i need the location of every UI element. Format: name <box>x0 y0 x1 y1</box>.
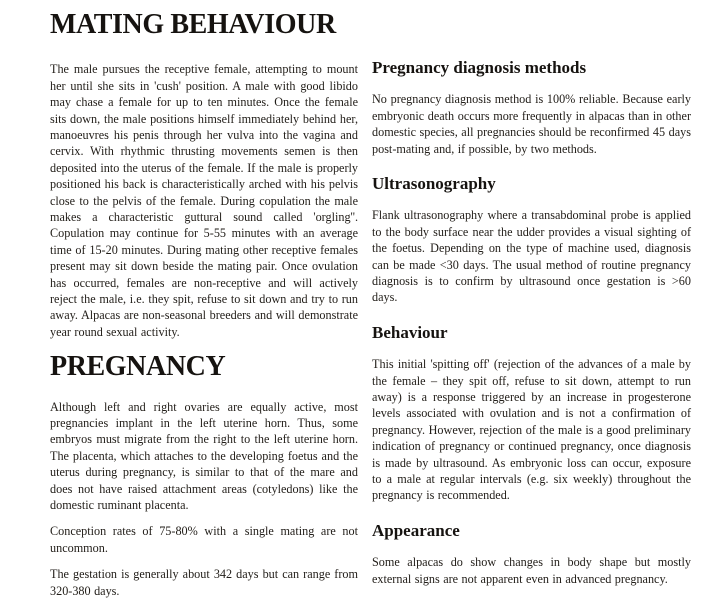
paragraph-behaviour: This initial 'spitting off' (rejection of the advances of a male by the female – they spit off, refuse to sit down, attempt to run away) is a response triggered by an increase in progesterone levels associated with ovulation and is not a confirmation of pregnancy. However, rejection of the male is a good preliminary indication of pregnancy or continued pregnancy, once diagnosis is made by ultrasound. As embryonic loss can occur, exposure to a male at regular intervals (e.g. six weekly) throughout the pregnancy is recommended. <box>372 357 691 503</box>
paragraph-diagnosis-methods: No pregnancy diagnosis method is 100% reliable. Because early embryonic death occurs more frequently in alpacas than in other domestic species, all pregnancies should be reconfirmed 45 days post-mating and, if possible, by two methods. <box>372 92 691 156</box>
paragraph-pregnancy-3: The gestation is generally about 342 days but can range from 320-380 days. <box>50 567 358 598</box>
paragraph-ultrasonography: Flank ultrasonography where a transabdominal probe is applied to the body surface near the udder provides a visual sighting of the foetus. Depending on the type of machine used, diagnosis can be made <30 days. The usual method of routine pregnancy diagnosis is to confirm by ultrasound once gestation is >60 days. <box>372 208 691 305</box>
heading-appearance: Appearance <box>372 520 460 540</box>
paragraph-pregnancy-2: Conception rates of 75-80% with a single mating are not uncommon. <box>50 524 358 555</box>
heading-pregnancy-diagnosis-methods: Pregnancy diagnosis methods <box>372 58 587 77</box>
paragraph-pregnancy-1: Although left and right ovaries are equally active, most pregnancies implant in the left uterine horn. Thus, some embryos must migrate from the right to the left uterine horn. The placenta, which attaches to the developing foetus and the uterus during pregnancy, is similar to that of the mare and does not have raised attachment areas (cotyledons) like the domestic ruminant placenta. <box>50 399 358 513</box>
left-column <box>50 9 358 614</box>
right-column <box>372 9 691 614</box>
heading-ultrasonography: Ultrasonography <box>372 174 496 194</box>
heading-behaviour: Behaviour <box>372 322 448 342</box>
paragraph-mating-behaviour: The male pursues the receptive female, attempting to mount her until she sits in 'cush' position. A male with good libido may chase a female for up to ten minutes. Once the female sits down, the male positions himself immediately behind her, manoeuvres his penis through her vulva into the vagina and cervix. With rhythmic thrusting movements semen is then deposited into the uterus of the female. If the male is properly positioned his back is characteristically arched with his pelvis close to the pelvis of the female. During copulation the male makes a characteristic guttural sound called 'orgling''. Copulation may continue for 5-55 minutes with an average time of 15-20 minutes. During mating other receptive females present may sit down beside the mating pair. Once ovulation has occurred, females are non-receptive and will actively reject the male, i.e. they spit, refuse to sit down and try to run away. Alpacas are non-seasonal breeders and will demonstrate year round sexual activity. <box>50 62 358 339</box>
heading-pregnancy: PREGNANCY <box>50 351 226 383</box>
paragraph-appearance: Some alpacas do show changes in body shape but mostly external signs are not apparent even in advanced pregnancy. <box>372 555 691 586</box>
heading-mating-behaviour: MATING BEHAVIOUR <box>50 9 336 40</box>
